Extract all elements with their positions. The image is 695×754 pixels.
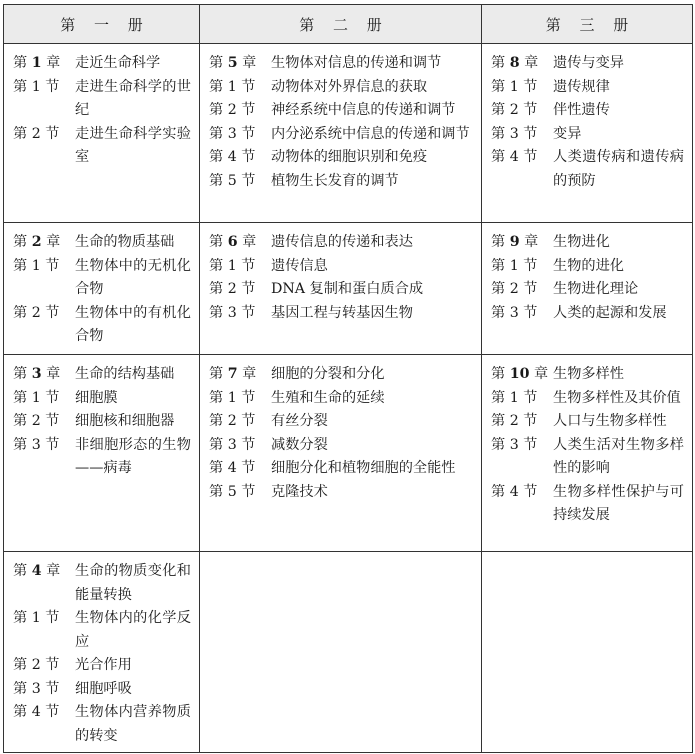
cell (482, 223, 693, 355)
section-entry (13, 434, 191, 481)
section-label: 第 3 节 (209, 125, 256, 142)
section-title: 走进生命科学实验室 (75, 125, 191, 165)
section-title: 生物体内的化学反应 (75, 610, 191, 650)
chapter-title: 生命的结构基础 (75, 366, 175, 382)
section-entry (13, 678, 191, 702)
section-label: 第 1 节 (13, 389, 60, 406)
section-label: 第 3 节 (13, 436, 60, 453)
section-label: 第 4 节 (13, 704, 60, 720)
section-title: 细胞膜 (75, 389, 118, 406)
chapter-number: 10 (509, 366, 530, 382)
chapter-number: 1 (31, 55, 42, 71)
section-entry (491, 76, 684, 100)
chapter-prefix: 第 (491, 366, 506, 382)
chapter-prefix: 第 (491, 234, 506, 250)
section-title: 生殖和生命的延续 (271, 389, 385, 406)
section-title: 克隆技术 (271, 483, 328, 500)
section-label: 第 1 节 (491, 389, 538, 406)
section-entry (491, 387, 684, 411)
cell (4, 552, 200, 753)
chapter-label (13, 560, 75, 607)
section-title: 生物进化理论 (553, 281, 639, 297)
section-title: 生物多样性保护与可持续发展 (553, 483, 684, 523)
section-label: 第 1 节 (491, 257, 538, 274)
section-title: 有丝分裂 (271, 413, 328, 429)
section-entry (491, 123, 684, 147)
section-entry (13, 76, 191, 123)
cell (200, 44, 482, 223)
table-of-contents (3, 4, 693, 753)
chapter-label (491, 52, 553, 76)
section-title: 伴性遗传 (553, 102, 610, 118)
section-entry (491, 255, 684, 279)
header-volume-2: 第 二 册 (200, 5, 482, 44)
section-title: 人类的起源和发展 (553, 304, 667, 321)
section-entry (209, 123, 473, 147)
chapter-title: 生物进化 (553, 234, 610, 250)
section-label: 第 5 节 (209, 172, 256, 189)
section-entry (209, 410, 473, 434)
section-entry (209, 387, 473, 411)
section-label: 第 3 节 (491, 436, 538, 453)
section-entry (209, 481, 473, 505)
chapter-label (209, 52, 271, 76)
cell (482, 355, 693, 552)
section-label: 第 1 节 (209, 257, 256, 274)
section-entry (209, 457, 473, 481)
chapter-prefix: 第 (209, 234, 224, 250)
section-label: 第 4 节 (209, 149, 256, 165)
section-label: 第 1 节 (13, 78, 60, 95)
section-title: 人类遗传病和遗传病的预防 (553, 149, 684, 189)
section-entry (13, 410, 191, 434)
chapter-number: 4 (31, 563, 42, 579)
chapter-number: 3 (31, 366, 42, 382)
chapter-label (13, 231, 75, 255)
section-entry (13, 701, 191, 748)
section-entry (491, 410, 684, 434)
chapter-prefix: 第 (13, 55, 28, 71)
chapter-label (209, 363, 271, 387)
section-entry (209, 278, 473, 302)
section-label: 第 2 节 (13, 413, 60, 429)
section-title: 生物体中的无机化合物 (75, 257, 191, 297)
section-title: 生物体内营养物质的转变 (75, 704, 191, 744)
section-entry (209, 255, 473, 279)
header-volume-1: 第 一 册 (4, 5, 200, 44)
section-label: 第 2 节 (13, 657, 60, 673)
chapter-number: 2 (31, 234, 42, 250)
section-label: 第 3 节 (209, 304, 256, 321)
section-label: 第 2 节 (209, 281, 256, 297)
section-label: 第 1 节 (209, 78, 256, 95)
table-row (4, 44, 693, 223)
chapter-entry (13, 363, 191, 387)
section-label: 第 2 节 (13, 304, 60, 321)
section-title: 非细胞形态的生物——病毒 (75, 436, 191, 476)
section-title: 内分泌系统中信息的传递和调节 (271, 125, 470, 142)
chapter-title: 遗传与变异 (553, 55, 624, 71)
chapter-prefix: 第 (13, 563, 28, 579)
chapter-label (13, 52, 75, 76)
section-entry (13, 123, 191, 170)
section-title: 遗传规律 (553, 78, 610, 95)
chapter-number: 5 (227, 55, 238, 71)
chapter-suffix: 章 (242, 366, 257, 382)
section-label: 第 3 节 (209, 436, 256, 453)
section-entry (209, 99, 473, 123)
section-title: DNA 复制和蛋白质合成 (271, 281, 424, 297)
section-title: 神经系统中信息的传递和调节 (271, 102, 456, 118)
section-label: 第 4 节 (491, 149, 538, 165)
chapter-title: 走近生命科学 (75, 55, 161, 71)
cell (4, 44, 200, 223)
chapter-title: 遗传信息的传递和表达 (271, 234, 413, 250)
section-entry (491, 146, 684, 193)
section-title: 细胞核和细胞器 (75, 413, 175, 429)
chapter-suffix: 章 (242, 234, 257, 250)
section-title: 植物生长发育的调节 (271, 172, 399, 189)
section-title: 基因工程与转基因生物 (271, 304, 413, 321)
chapter-prefix: 第 (13, 366, 28, 382)
table-row (4, 552, 693, 753)
chapter-label (491, 363, 553, 387)
chapter-entry (491, 52, 684, 76)
section-label: 第 2 节 (491, 102, 538, 118)
header-row (4, 5, 693, 44)
section-title: 生物多样性及其价值 (553, 389, 681, 406)
section-entry (13, 387, 191, 411)
section-label: 第 2 节 (209, 413, 256, 429)
section-title: 人口与生物多样性 (553, 413, 667, 429)
chapter-label (209, 231, 271, 255)
section-entry (491, 434, 684, 481)
section-entry (491, 481, 684, 528)
cell (482, 552, 693, 753)
cell (200, 552, 482, 753)
chapter-suffix: 章 (46, 55, 61, 71)
chapter-suffix: 章 (533, 366, 549, 382)
chapter-label (13, 363, 75, 387)
chapter-title: 细胞的分裂和分化 (271, 366, 385, 382)
section-title: 人类生活对生物多样性的影响 (553, 436, 684, 476)
section-label: 第 2 节 (491, 413, 538, 429)
section-entry (209, 170, 473, 194)
section-entry (491, 99, 684, 123)
section-label: 第 3 节 (491, 125, 538, 142)
chapter-entry (13, 52, 191, 76)
section-title: 动物体的细胞识别和免疫 (271, 149, 428, 165)
section-title: 光合作用 (75, 657, 132, 673)
section-label: 第 1 节 (13, 610, 60, 626)
chapter-entry (491, 363, 684, 387)
table-row (4, 223, 693, 355)
section-title: 遗传信息 (271, 257, 328, 274)
section-label: 第 1 节 (491, 78, 538, 95)
chapter-entry (209, 363, 473, 387)
section-title: 细胞分化和植物细胞的全能性 (271, 460, 456, 476)
chapter-prefix: 第 (491, 55, 506, 71)
section-label: 第 1 节 (13, 257, 60, 274)
chapter-entry (491, 231, 684, 255)
chapter-entry (209, 231, 473, 255)
chapter-title: 生物多样性 (553, 366, 624, 382)
chapter-number: 8 (509, 55, 520, 71)
section-entry (209, 302, 473, 326)
cell (200, 355, 482, 552)
chapter-suffix: 章 (46, 234, 61, 250)
chapter-title: 生命的物质变化和能量转换 (75, 563, 191, 603)
section-label: 第 3 节 (491, 304, 538, 321)
section-title: 生物的进化 (553, 257, 624, 274)
chapter-prefix: 第 (209, 55, 224, 71)
section-label: 第 5 节 (209, 483, 256, 500)
section-label: 第 1 节 (209, 389, 256, 406)
chapter-prefix: 第 (13, 234, 28, 250)
chapter-suffix: 章 (524, 55, 539, 71)
chapter-entry (209, 52, 473, 76)
cell (482, 44, 693, 223)
chapter-suffix: 章 (46, 366, 61, 382)
section-title: 减数分裂 (271, 436, 328, 453)
chapter-title: 生物体对信息的传递和调节 (271, 55, 442, 71)
section-label: 第 2 节 (491, 281, 538, 297)
section-entry (13, 255, 191, 302)
toc-body (4, 44, 693, 753)
chapter-suffix: 章 (242, 55, 257, 71)
section-title: 变异 (553, 125, 582, 142)
chapter-suffix: 章 (46, 563, 61, 579)
chapter-entry (13, 231, 191, 255)
chapter-number: 6 (227, 234, 238, 250)
section-entry (13, 302, 191, 349)
section-entry (209, 146, 473, 170)
section-title: 动物体对外界信息的获取 (271, 78, 428, 95)
chapter-entry (13, 560, 191, 607)
section-entry (491, 278, 684, 302)
cell (4, 223, 200, 355)
section-label: 第 2 节 (209, 102, 256, 118)
section-entry (13, 654, 191, 678)
chapter-suffix: 章 (524, 234, 539, 250)
section-entry (209, 434, 473, 458)
section-label: 第 4 节 (491, 483, 538, 500)
cell (4, 355, 200, 552)
chapter-number: 7 (227, 366, 238, 382)
section-title: 细胞呼吸 (75, 680, 132, 697)
section-label: 第 2 节 (13, 125, 60, 142)
section-entry (491, 302, 684, 326)
section-title: 生物体中的有机化合物 (75, 304, 191, 344)
table-row (4, 355, 693, 552)
section-label: 第 3 节 (13, 680, 60, 697)
section-label: 第 4 节 (209, 460, 256, 476)
cell (200, 223, 482, 355)
section-title: 走进生命科学的世纪 (75, 78, 191, 118)
chapter-number: 9 (509, 234, 520, 250)
section-entry (209, 76, 473, 100)
header-volume-3: 第 三 册 (482, 5, 693, 44)
chapter-label (491, 231, 553, 255)
chapter-title: 生命的物质基础 (75, 234, 175, 250)
chapter-prefix: 第 (209, 366, 224, 382)
section-entry (13, 607, 191, 654)
